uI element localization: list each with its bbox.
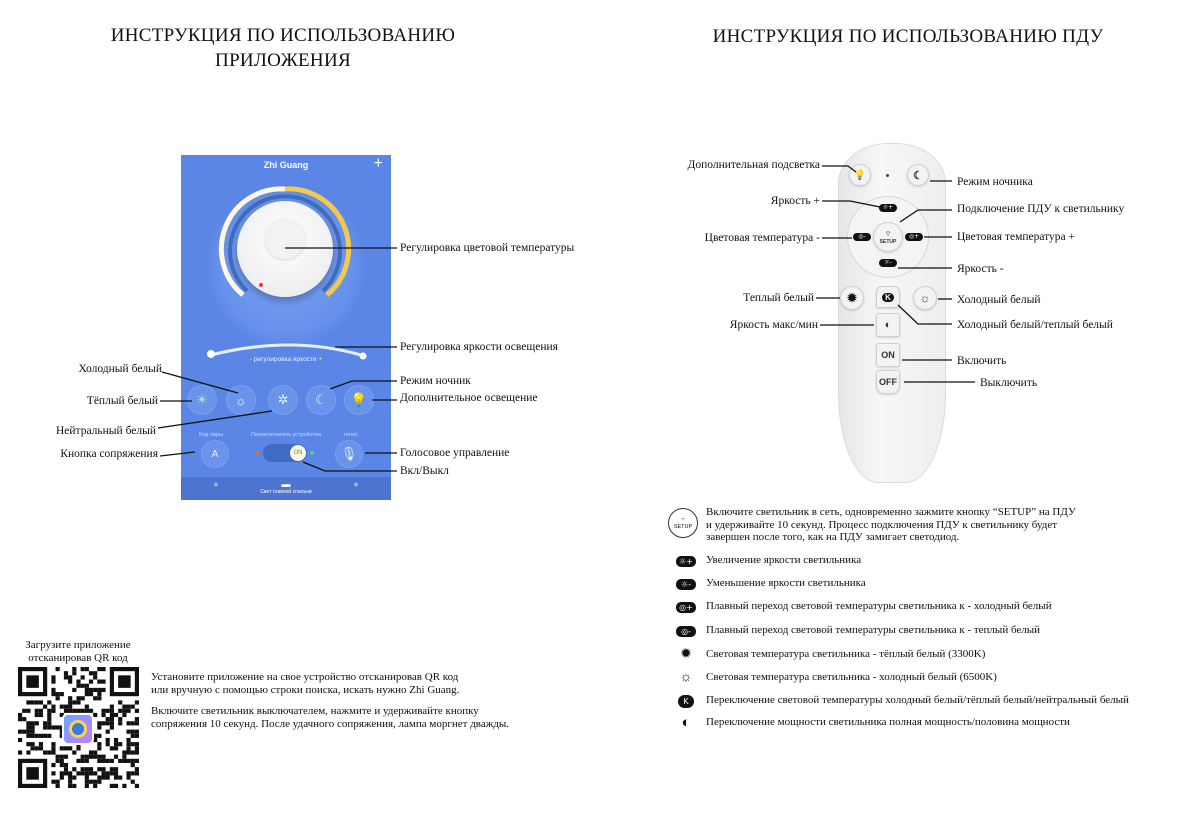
setup-instructions [706,506,1076,544]
cold-white-button[interactable]: ☼ [226,385,256,415]
qr-caption-line: Загрузите приложение [25,639,131,651]
callout-warm: Теплый белый [743,292,814,304]
on-button[interactable]: ON [876,343,900,367]
k-label: K [882,293,894,302]
callout-neutral-white: Нейтральный белый [55,425,156,437]
callout-on: Включить [957,355,1007,367]
legend-row [670,577,866,591]
callout-warm-white: Тёплый белый [86,395,158,407]
callout-cold-warm: Холодный белый/теплый белый [957,319,1113,331]
text-line: Установите приложение на свое устройство отсканировав QR код [151,671,459,683]
callout-off: Выключить [980,377,1038,389]
callout-night-mode: Режим ночник [400,375,471,387]
legend-text: Плавный переход световой температуры светильника к - холодный белый [706,600,1052,612]
legend-row [670,554,861,568]
legend-row [670,600,1052,614]
qr-caption-line: отсканировав QR код [28,651,128,664]
setup-icon-label: SETUP [673,524,693,530]
callout-cold-white: Холодный белый [78,363,162,375]
legend-text: Переключение световой температуры холодный белый/тёплый белый/нейтральный белый [706,694,1129,706]
warm-sun-icon: ✹ [680,646,692,662]
callout-connect: Подключение ПДУ к светильнику [957,203,1125,215]
night-mode-button[interactable]: ☾ [907,164,929,186]
bed-icon: ▬ [281,479,291,489]
legend-row [670,648,985,662]
text-line: или вручную с помощью строки поиска, искать нужно Zhi Guang. [151,683,460,696]
install-instructions [151,671,459,696]
callout-night: Режим ночника [957,176,1033,188]
extra-light-button[interactable]: 💡 [344,385,374,415]
pairing-instructions [151,705,509,730]
legend-text: Световая температура светильника - холодный белый (6500K) [706,671,997,683]
callout-on-off: Вкл/Выкл [400,465,449,477]
callout-brightness: Регулировка яркости освещения [400,341,558,353]
warm-white-button[interactable]: ☀ [187,385,217,415]
pair-button[interactable]: A [201,440,229,468]
title-line: ИНСТРУКЦИЯ ПО ИСПОЛЬЗОВАНИЮ [110,25,456,46]
night-mode-button[interactable]: ☾ [306,385,336,415]
remote-instructions-title: ИНСТРУКЦИЯ ПО ИСПОЛЬЗОВАНИЮ ПДУ [712,26,1104,47]
wifi-icon: ⌔ [884,230,892,238]
voice-button[interactable]: 🎙 [335,440,363,468]
cold-white-button[interactable]: ☼ [913,286,937,310]
tab-left-icon[interactable]: ● [213,479,219,489]
max-min-button[interactable]: ◐ [876,313,900,337]
brightness-down-icon: ☼- [674,577,698,591]
backlight-button[interactable]: 💡 [849,164,871,186]
brightness-up-icon: ☼+ [674,554,698,568]
app-title: Zhi Guang [263,160,309,170]
temp-plus-button[interactable]: ◎+ [905,233,923,241]
legend-row [670,671,997,685]
add-icon: + [373,155,383,172]
pair-label: Код пары [199,432,223,438]
brightness-up-button[interactable]: ☼+ [879,204,897,212]
legend-row [670,716,1070,730]
legend-row [670,694,1129,708]
setup-text-line: и удерживайте 10 секунд. Процесс подключения ПДУ к светильнику будет [706,518,1058,531]
callout-color-temp: Регулировка цветовой температуры [400,242,575,254]
off-button[interactable]: OFF [876,370,900,394]
text-line: сопряжения 10 секунд. После удачного сопряжения, лампа моргнет дважды. [151,717,510,730]
toggle-knob: ON [290,445,306,461]
neutral-white-button[interactable]: ✲ [268,385,298,415]
callout-temp-plus: Цветовая температура + [957,231,1076,243]
callout-voice: Голосовое управление [400,447,510,459]
title-line: ПРИЛОЖЕНИЯ [215,50,351,71]
setup-text-line: Включите светильник в сеть, одновременно зажмите кнопку “SETUP” на ПДУ [706,506,1076,518]
callout-cold: Холодный белый [957,294,1041,306]
callout-backlight: Дополнительная подсветка [687,159,820,171]
switch-label: Переключатель устройства [251,432,321,438]
temp-minus-icon: ◎- [674,624,698,638]
legend-row [670,624,1040,638]
callout-pair-button: Кнопка сопряжения [60,448,158,460]
tab-right-icon[interactable]: ● [353,479,359,489]
setup-text-line: завершен после того, как на ПДУ замигает светодиод. [706,531,960,543]
callout-extra-light: Дополнительное освещение [400,392,538,404]
callout-bright-minus: Яркость - [957,263,1004,275]
qr-caption [10,639,146,664]
app-logo [62,713,94,745]
warm-white-button[interactable]: ✹ [840,286,864,310]
legend-text: Увеличение яркости светильника [706,554,862,566]
tab-label: Свет главной спальни [260,489,312,495]
k-switch-icon: K [674,694,698,708]
callout-max-min: Яркость макс/мин [729,319,818,331]
brightness-caption: - регулировка яркости + [249,356,323,363]
voice-label: голос [344,432,358,438]
legend-text: Световая температура светильника - тёплый белый (3300K) [706,648,986,660]
temp-minus-button[interactable]: ◎- [853,233,871,241]
legend-text: Плавный переход световой температуры светильника к - теплый белый [706,624,1041,636]
legend-text: Переключение мощности светильника полная мощность/половина мощности [706,716,1070,728]
half-moon-icon: ◐ [681,714,691,731]
brightness-down-button[interactable]: ☼- [879,259,897,267]
setup-label: SETUP [879,238,897,245]
setup-icon: ⌔ SETUP [668,508,698,538]
callout-bright-plus: Яркость + [770,195,820,207]
temp-plus-icon: ◎+ [674,600,698,614]
legend-text: Уменьшение яркости светильника [706,577,866,589]
text-line: Включите светильник выключателем, нажмите и удерживайте кнопку [151,705,479,717]
cold-sun-icon: ☼ [679,669,693,685]
callout-temp-minus: Цветовая температура - [704,232,820,244]
